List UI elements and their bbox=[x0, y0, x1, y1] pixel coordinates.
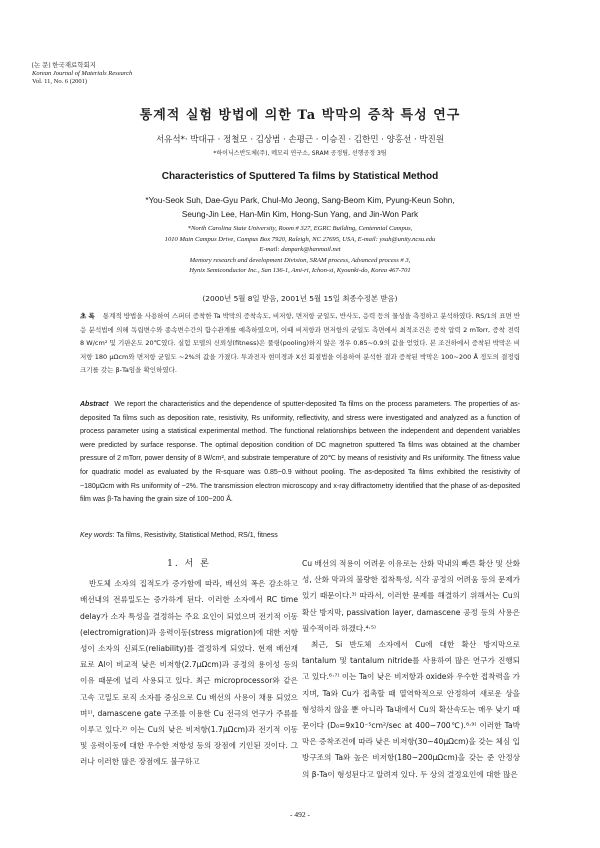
abstract-english bbox=[80, 398, 520, 507]
authors-english-line: *You-Seok Suh, Dae-Gyu Park, Chul-Mo Jeong, Sang-Beom Kim, Pyung-Keun Sohn, bbox=[145, 196, 455, 205]
authors-korean: 서유석*· 박대규 · 정철모 · 김상범 · 손평근 · 이승진 · 김한민 · 양홍선 · 박진원 bbox=[155, 135, 445, 145]
page-number: - 492 - bbox=[290, 810, 310, 819]
affiliation-line: Memory research and development Division, SRAM process, Advanced process # 3, bbox=[189, 256, 411, 264]
keywords bbox=[80, 532, 520, 539]
affiliation-line: 1010 Main Campus Drive, Campus Box 7920, Raleigh, NC 27695, USA, E-mail: ysuh@unity.ncsu.edu bbox=[164, 235, 436, 243]
affiliation-english bbox=[0, 224, 600, 277]
abstract-korean-label: 초 록 bbox=[80, 312, 95, 320]
journal-name-en: Korean Journal of Materials Research bbox=[32, 70, 133, 77]
journal-volume: Vol. 11, No. 6 (2001) bbox=[32, 78, 88, 85]
abstract-english-text: We report the characteristics and the dependence of sputter-deposited Ta films on the process parameters. The properties of as-deposited Ta films such as deposition rate, resistivity, Rs uniformity, reflectivity, and stress were investigated and analyzed as a function of process parameter using a statistical experimental method. The functional relationships between the independent and dependent variables were predicted by surface response. The optimal deposition condition of DC magnetron sputtered Ta films was obtained at the chamber pressure of 2 mTorr, power density of 8 W/cm², and substrate temperature of 20℃ by means of resistivity and Rs uniformity. The fitness value for quadratic model as evaluated by the R-square was 0.85~0.9 without pooling. The as-deposited Ta films exhibited the resistivity of ~180μΩcm with Rs uniformity of ~2%. The transmission electron microscopy and x-ray diffractometry identified that the phase of as-deposited film was β-Ta having the grain size of 100~200 Å. bbox=[80, 401, 520, 504]
title-korean: 통계적 실험 방법에 의한 Ta 박막의 증착 특성 연구 bbox=[139, 108, 461, 123]
body-paragraph: Cu 배선의 적용이 어려운 이유로는 산화 막내의 빠른 확산 및 산화성, 산화 막과의 불량한 접착특성, 식각 공정의 어려움 등의 문제가 있기 때문이다.³⁾ 따라서, 이러한 문제를 해결하기 위해서는 Cu의 확산 방지막, passivation layer, damascene 공정 등의 사용은 필수적이라 하겠다.⁴·⁵⁾ bbox=[302, 559, 520, 633]
body-column-left bbox=[80, 556, 298, 771]
body-paragraph: 반도체 소자의 집적도가 증가함에 따라, 배선의 폭은 감소하고 배선내의 전류밀도는 증가하게 된다. 이러한 소자에서 RC time delay가 소자 특성을 결정하는 주요 요인이 되었으며 전기적 이동(electromigration)과 응력이동(stress migration)에 대한 저항성이 소자의 신뢰도(reliability)를 결정하게 되었다. 현재 배선재료로 Al이 비교적 낮은 비저항(2.7μΩcm)과 공정의 용이성 등의 이유 때문에 널리 사용되고 있다. 최근 microprocessor와 같은 고속 고밀도 로직 소자를 중심으로 Cu 배선의 사용이 채용 되었으며¹⁾, damascene gate 구조를 이용한 Cu 전극의 연구가 주류를 이루고 있다.²⁾ 이는 Cu의 낮은 비저항(1.7μΩcm)과 전기적 이동 및 응력이동에 대한 우수한 저항성 등의 장점에 기인된 것이다. 그러나 이러한 많은 장점에도 불구하고 bbox=[80, 579, 298, 767]
keywords-text: : Ta films, Resistivity, Statistical Method, RS/1, fitness bbox=[112, 532, 278, 539]
abstract-english-label: Abstract bbox=[80, 401, 109, 408]
affiliation-line: *North Carolina State University, Room # 327, EGRC Building, Centennial Campus, bbox=[187, 225, 413, 232]
body-paragraph: 최근, Si 반도체 소자에서 Cu에 대한 확산 방지막으로 tantalum 및 tantalum nitride를 사용하여 많은 연구가 진행되고 있다.⁶·⁷⁾ 이는 Ta이 낮은 비저항과 oxide와 우수한 접착력을 가지며, Ta와 Cu가 접촉할 때 열역학적으로 안정하여 새로운 상을 형성하지 않을 뿐 아니라 Ta내에서 Cu의 확산속도는 매우 낮기 때문이다 (D₀=9x10⁻⁵cm²/sec at 400~700℃).⁸·⁹⁾ 이러한 Ta박막은 증착조건에 따라 낮은 비저항(30~40μΩcm)을 갖는 체심 입방구조의 Ta와 높은 비저항(180~200μΩcm)을 갖는 준 안정상의 β-Ta이 형성된다고 알려져 있다. 두 상의 결정요인에 대한 많은 bbox=[302, 640, 520, 779]
affiliation-line: E-mail: danpark@hanmail.net bbox=[259, 246, 341, 253]
journal-name-ko: [논 문] 한국재료학회지 bbox=[32, 62, 97, 69]
affiliation-korean: *하이닉스반도체(주), 메모리 연구소, SRAM 공정팀, 선행공정 3팀 bbox=[213, 150, 387, 157]
abstract-korean bbox=[80, 310, 520, 378]
authors-english-line: Seung-Jin Lee, Han-Min Kim, Hong-Sun Yang, and Jin-Won Park bbox=[181, 210, 419, 219]
journal-header bbox=[32, 62, 132, 86]
authors-english bbox=[0, 194, 600, 222]
body-column-right bbox=[302, 556, 520, 783]
title-english: Characteristics of Sputtered Ta films by Statistical Method bbox=[161, 171, 439, 182]
affiliation-line: Hynix Semiconductor Inc., San 136-1, Ami-ri, Ichon-si, Kyounki-do, Korea 467-701 bbox=[189, 267, 411, 274]
abstract-korean-text: 통계적 방법을 사용하여 스퍼터 증착한 Ta 박막의 증착속도, 비저항, 면저항 균일도, 반사도, 응력 등의 물성을 측정하고 분석하였다. RS/1의 표면 반응 분석법에 의해 독립변수와 종속변수간의 함수관계를 예측하였으며, 이때 비저항과 면저항의 균일도 측면에서 최적조건은 증착 압력 2 mTorr, 증착 전력 8 W/cm² 및 기판온도 20℃였다. 실험 모델의 신뢰성(fitness)은 풀링(pooling)하지 않은 경우 0.85~0.9의 값을 얻었다. 본 조건하에서 증착된 박막은 비저항 180 μΩcm와 면저항 균일도 ~2%의 값을 가졌다. 투과전자 현미경과 X선 회절법을 이용하여 분석한 결과 증착된 박막은 100~200 Å 정도의 결정립 크기를 갖는 β-Ta임을 확인하였다. bbox=[80, 312, 520, 375]
keywords-label: Key words bbox=[80, 532, 113, 539]
received-dates: (2000년 5월 8일 받음, 2001년 5월 15일 최종수정본 받음) bbox=[202, 294, 398, 303]
section-heading-introduction: 1. 서 론 bbox=[167, 559, 211, 569]
